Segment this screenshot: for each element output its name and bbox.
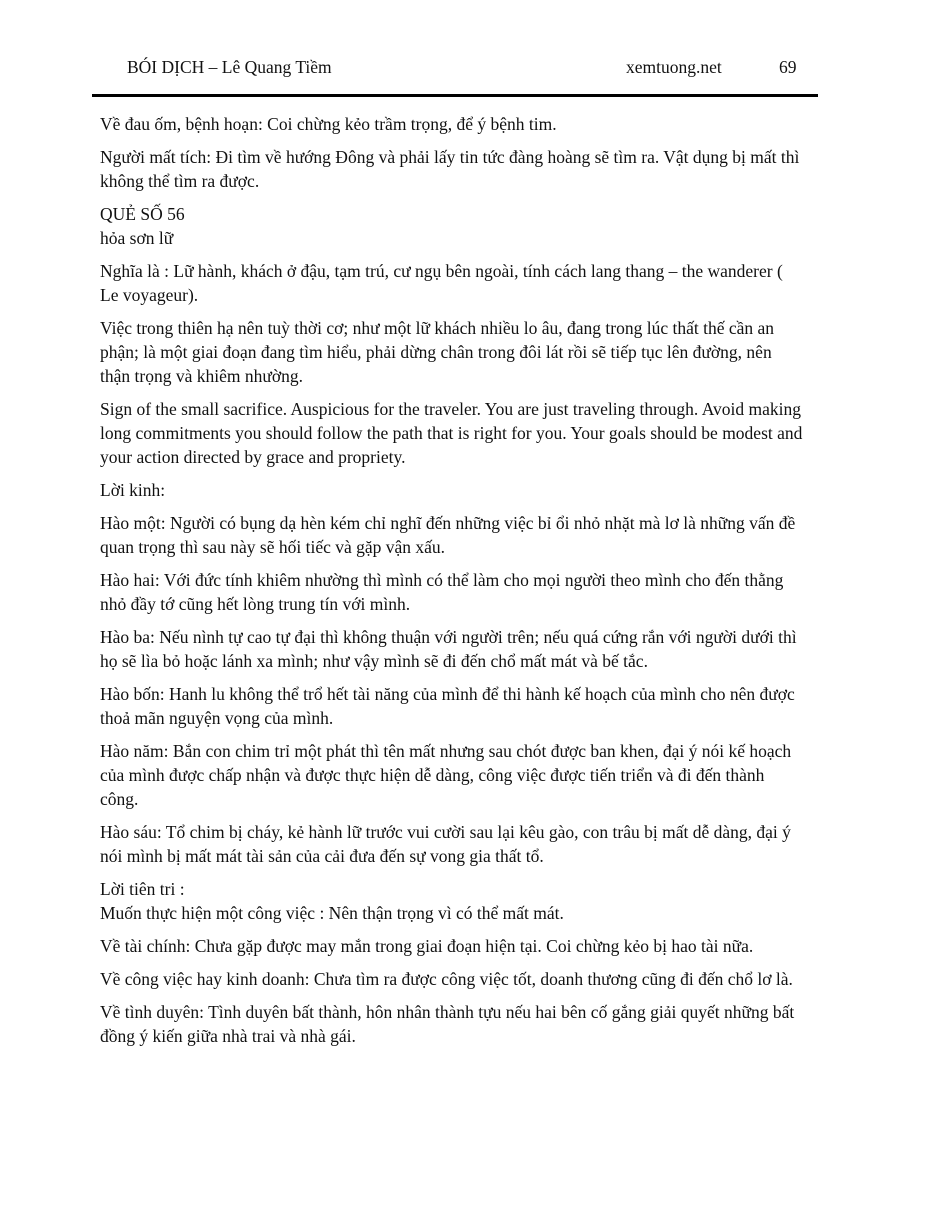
page-header	[0, 57, 935, 81]
section-label-loi-kinh: Lời kinh:	[100, 480, 166, 500]
paragraph-hao-1: Hào một: Người có bụng dạ hèn kém chỉ nghĩ đến những việc bỉ ổi nhỏ nhặt mà lơ là những vấn đề quan trọng thì sau này sẽ hối tiếc và gặp vận xấu.	[100, 513, 796, 557]
paragraph-description-vi: Việc trong thiên hạ nên tuỳ thời cơ; như một lữ khách nhiều lo âu, đang trong lúc thất thế cần an phận; là một giai đoạn đang tìm hiểu, phải dừng chân trong đôi lát rồi sẽ tiếp tục lên đường, nên thận trọng và khiêm nhường.	[100, 318, 775, 386]
paragraph-description-en: Sign of the small sacrifice. Auspicious for the traveler. You are just traveling through. Avoid making long commitments you should follow the path that is right for you. Your goals should be modest and your action directed by grace and propriety.	[100, 399, 803, 467]
book-title: BÓI DỊCH – Lê Quang Tiềm	[127, 57, 332, 77]
hexagram-heading: QUẺ SỐ 56 hỏa sơn lữ	[100, 204, 185, 248]
paragraph-hao-6: Hào sáu: Tổ chim bị cháy, kẻ hành lữ trước vui cười sau lại kêu gào, con trâu bị mất dễ dàng, đại ý nói mình bị mất mát tài sản của cải đưa đến sự vong gia thất tổ.	[100, 822, 791, 866]
page-number: 69	[779, 57, 797, 77]
paragraph-sickness: Về đau ốm, bệnh hoạn: Coi chừng kẻo trầm trọng, để ý bệnh tim.	[100, 114, 557, 134]
paragraph-hao-5: Hào năm: Bắn con chim trỉ một phát thì tên mất nhưng sau chót được ban khen, đại ý nói kế hoạch của mình được chấp nhận và được thực hiện dễ dàng, công việc được tiến triển và đi đến thành công.	[100, 741, 792, 809]
paragraph-meaning: Nghĩa là : Lữ hành, khách ở đậu, tạm trú, cư ngụ bên ngoài, tính cách lang thang – the wanderer ( Le voyageur).	[100, 261, 783, 305]
paragraph-hao-3: Hào ba: Nếu nình tự cao tự đại thì không thuận với người trên; nếu quá cứng rắn với người dưới thì họ sẽ lìa bỏ hoặc lánh xa mình; như vậy mình sẽ đi đến chổ mất mát và bế tắc.	[100, 627, 797, 671]
paragraph-missing-person: Người mất tích: Đi tìm về hướng Đông và phải lấy tin tức đàng hoàng sẽ tìm ra. Vật dụng bị mất thì không thể tìm ra được.	[100, 147, 800, 191]
paragraph-hao-4: Hào bốn: Hanh lu không thể trổ hết tài năng của mình để thi hành kế hoạch của mình cho nên được thoả mãn nguyện vọng của mình.	[100, 684, 795, 728]
paragraph-prophecy: Lời tiên tri : Muốn thực hiện một công việc : Nên thận trọng vì có thể mất mát.	[100, 879, 564, 923]
page-body	[100, 112, 805, 1057]
paragraph-finance: Về tài chính: Chưa gặp được may mắn trong giai đoạn hiện tại. Coi chừng kẻo bị hao tài nữa.	[100, 936, 754, 956]
paragraph-business: Về công việc hay kinh doanh: Chưa tìm ra được công việc tốt, doanh thương cũng đi đến chổ lơ là.	[100, 969, 793, 989]
website-name: xemtuong.net	[626, 57, 722, 77]
header-rule	[92, 94, 818, 97]
paragraph-love: Về tình duyên: Tình duyên bất thành, hôn nhân thành tựu nếu hai bên cố gắng giải quyết những bất đồng ý kiến giữa nhà trai và nhà gái.	[100, 1002, 795, 1046]
paragraph-hao-2: Hào hai: Với đức tính khiêm nhường thì mình có thể làm cho mọi người theo mình cho đến thằng nhỏ đầy tớ cũng hết lòng trung tín với mình.	[100, 570, 784, 614]
